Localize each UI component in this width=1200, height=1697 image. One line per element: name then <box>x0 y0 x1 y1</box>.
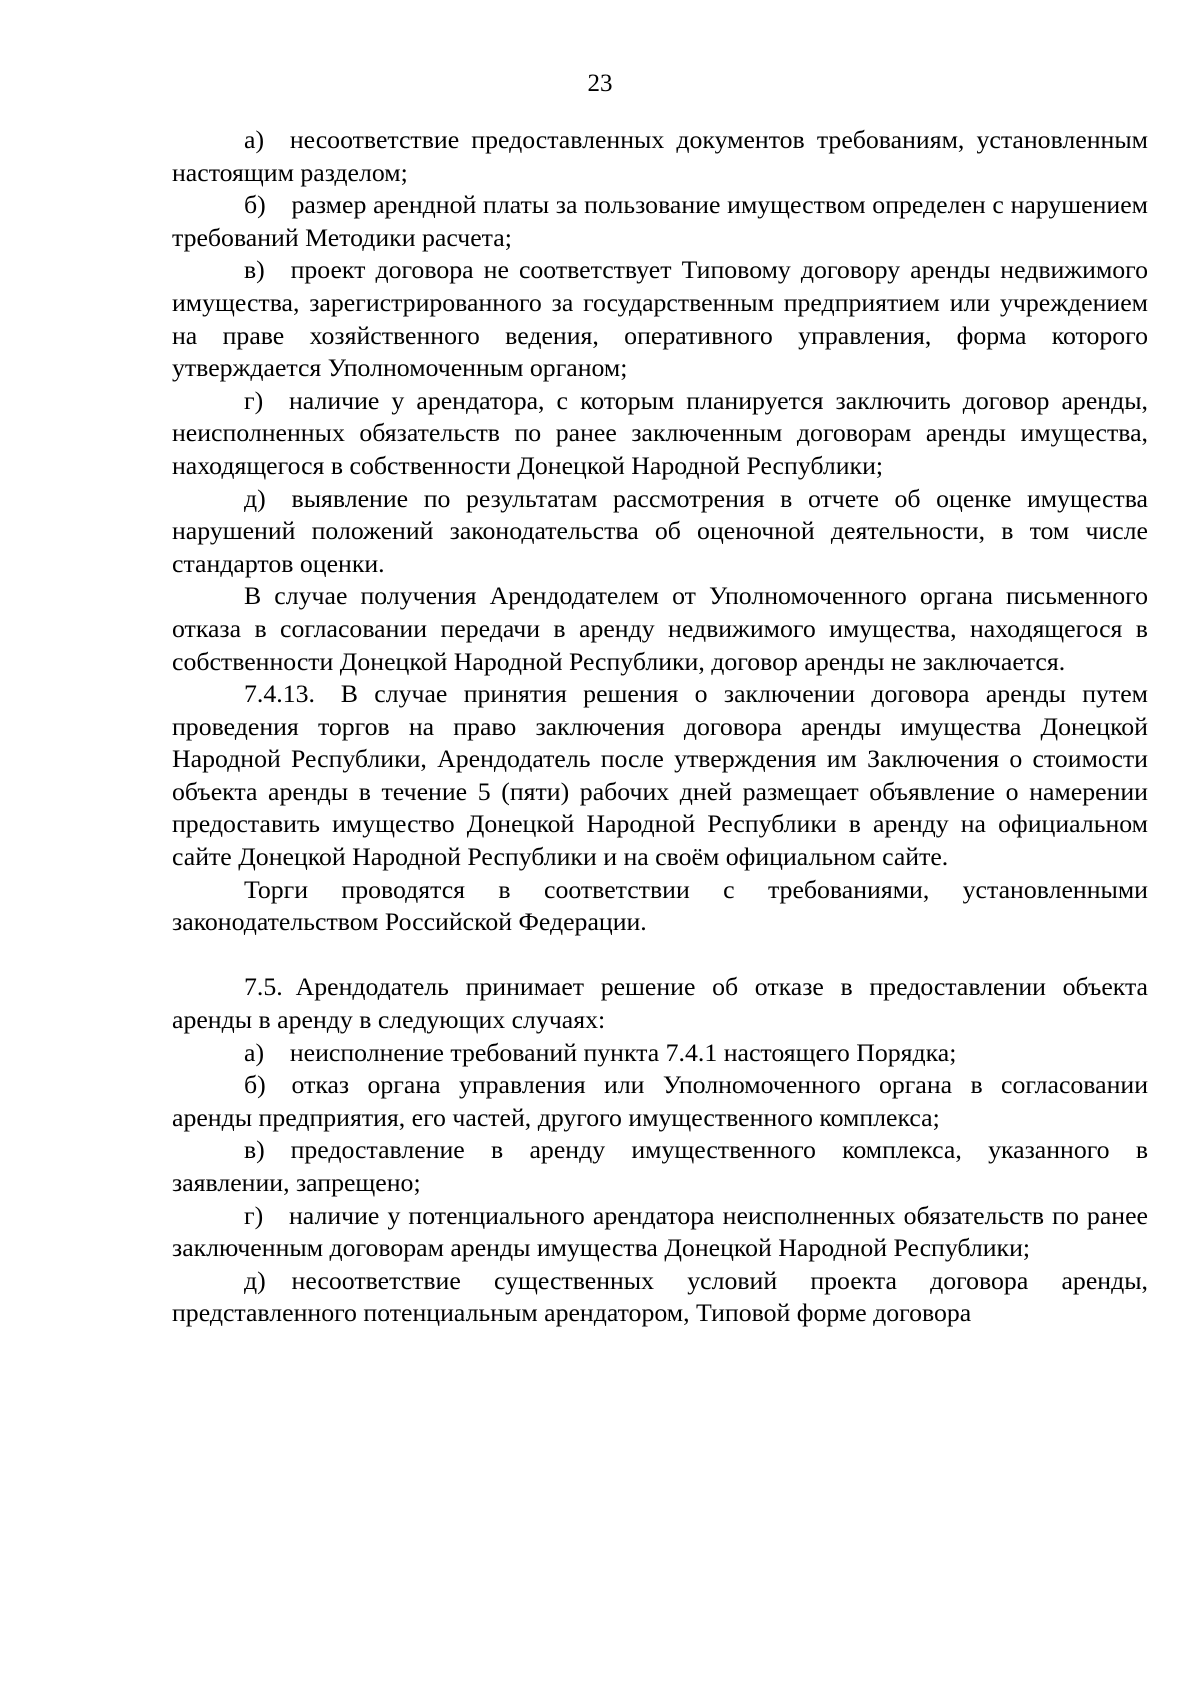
paragraph-7-4-12-b: б) размер арендной платы за пользование имуществом определен с нарушением требований Методики расчета; <box>172 190 1148 252</box>
paragraph-7-5-g: г) наличие у потенциального арендатора неисполненных обязательств по ранее заключенным договорам аренды имущества Донецкой Народной Республики; <box>172 1200 1148 1263</box>
paragraph-7-4-12-d: д) выявление по результатам рассмотрения в отчете об оценке имущества нарушений положений законодательства об оценочной деятельности, в том числе стандартов оценки. <box>172 483 1148 578</box>
document-body <box>172 124 1148 1330</box>
paragraph-7-4-13: 7.4.13. В случае принятия решения о заключении договора аренды путем проведения торгов на право заключения договора аренды имущества Донецкой Народной Республики, Арендодатель после утверждения им Заключения о стоимости объекта аренды в течение 5 (пяти) рабочих дней размещает объявление о намерении предоставить имущество Донецкой Народной Республики в аренду на официальном сайте Донецкой Народной Республики и на своём официальном сайте. <box>172 679 1148 872</box>
paragraph-7-5-v: в) предоставление в аренду имущественного комплекса, указанного в заявлении, запрещено; <box>172 1135 1148 1197</box>
paragraph-7-4-12-g: г) наличие у арендатора, с которым планируется заключить договор аренды, неисполненных обязательств по ранее заключенным договорам аренды имущества, находящегося в собственности Донецкой Народной Республики; <box>172 385 1148 480</box>
paragraph-refusal-consequence: В случае получения Арендодателем от Уполномоченного органа письменного отказа в согласовании передачи в аренду недвижимого имущества, находящегося в собственности Донецкой Народной Республики, договор аренды не заключается. <box>172 581 1148 676</box>
paragraph-7-5-a: а) неисполнение требований пункта 7.4.1 настоящего Порядка; <box>244 1037 957 1067</box>
paragraph-7-4-12-a: а) несоответствие предоставленных документов требованиям, установленным настоящим разделом; <box>172 125 1148 187</box>
paragraph-spacer <box>172 939 1148 972</box>
paragraph-7-5-d: д) несоответствие существенных условий проекта договора аренды, представленного потенциальным арендатором, Типовой форме договора <box>172 1265 1148 1328</box>
page-number: 23 <box>587 70 613 97</box>
paragraph-7-4-12-v: в) проект договора не соответствует Типовому договору аренды недвижимого имущества, зарегистрированного за государственным предприятием или учреждением на праве хозяйственного ведения, оперативного управления, форма которого утверждается Уполномоченным органом; <box>172 255 1148 383</box>
paragraph-7-5-b: б) отказ органа управления или Уполномоченного органа в согласовании аренды предприятия, его частей, другого имущественного комплекса; <box>172 1070 1148 1132</box>
paragraph-7-5: 7.5. Арендодатель принимает решение об отказе в предоставлении объекта аренды в аренду в следующих случаях: <box>172 972 1148 1035</box>
paragraph-auctions: Торги проводятся в соответствии с требованиями, установленными законодательством Российской Федерации. <box>172 874 1148 937</box>
